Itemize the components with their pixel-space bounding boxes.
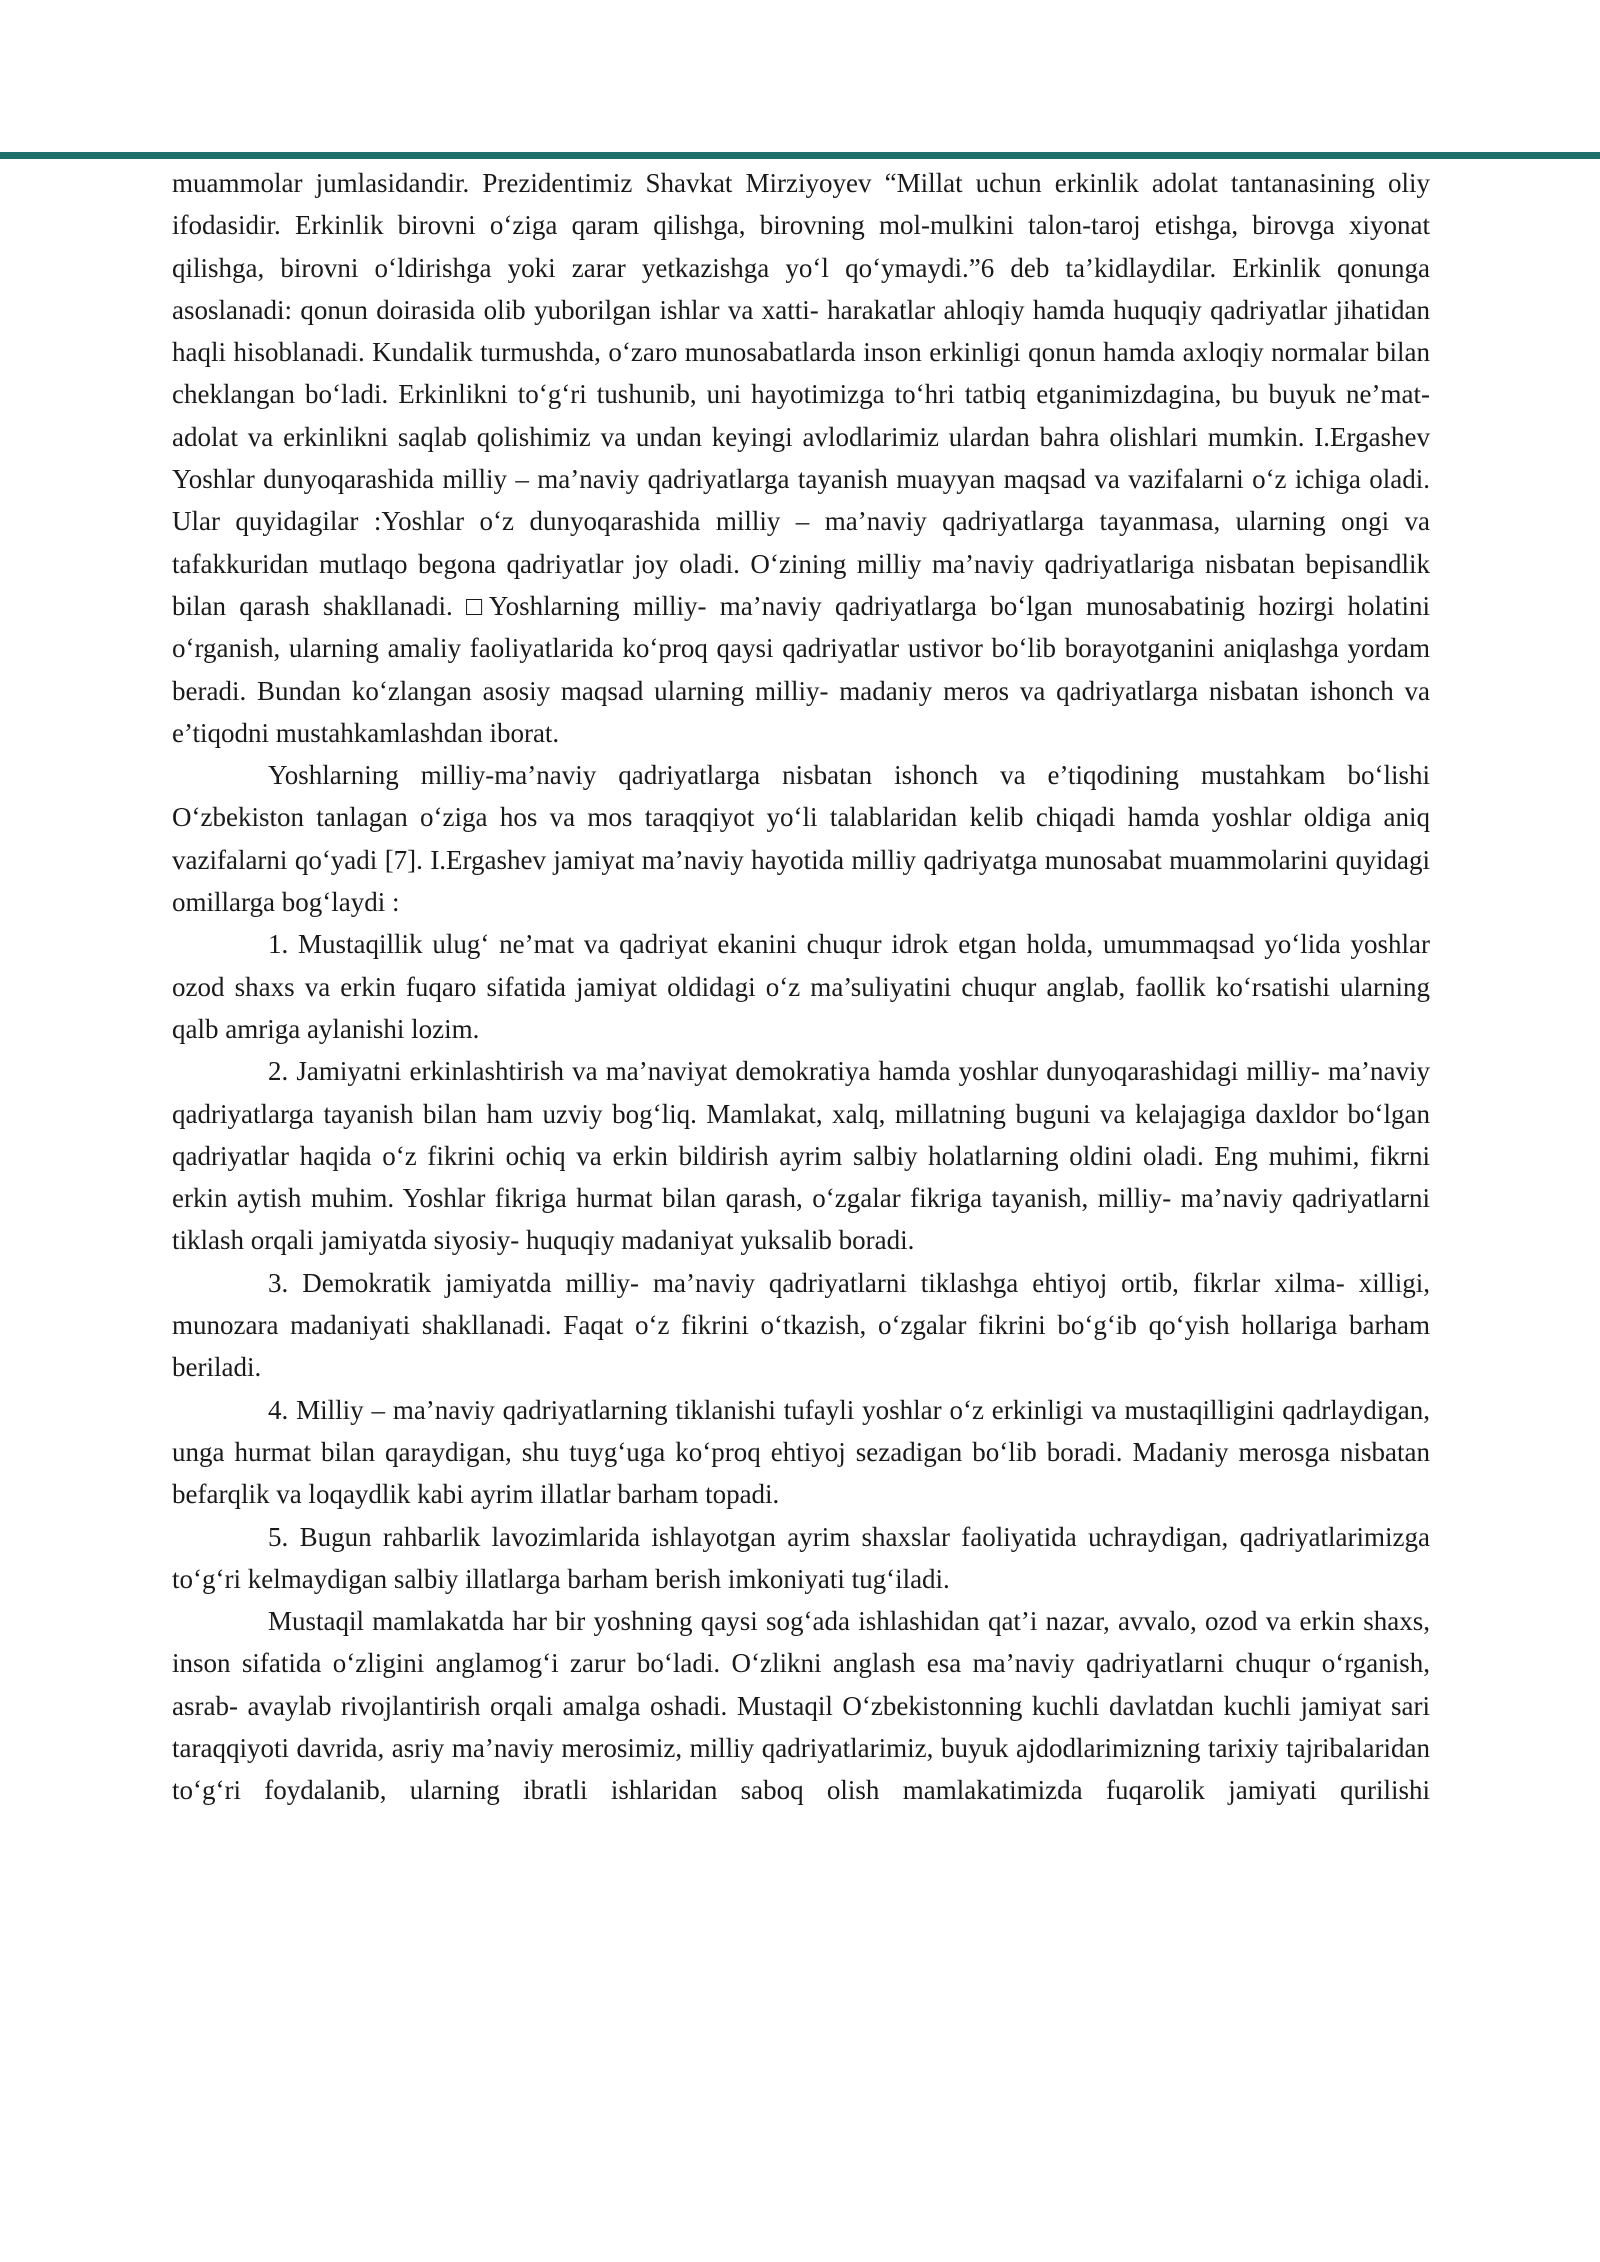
list-item-5: 5. Bugun rahbarlik lavozimlarida ishlayotgan ayrim shaxslar faoliyatida uchraydigan, qadriyatlarimizga to‘g‘ri kelmaydigan salbiy illatlarga barham berish imkoniyati tug‘iladi.: [172, 1521, 1430, 1594]
header-rule: [0, 152, 1600, 159]
paragraph-continuation: muammolar jumlasidandir. Prezidentimiz Shavkat Mirziyoyev “Millat uchun erkinlik adolat tantanasining oliy ifodasidir. Erkinlik birovni o‘ziga qaram qilishga, birovning mol-mulkini talon-taroj etishga, birovga xiyonat qilishga, birovni o‘ldirishga yoki zarar yetkazishga yo‘l qo‘ymaydi.”6 deb ta’kidlaydilar. Erkinlik qonunga asoslanadi: qonun doirasida olib yuborilgan ishlar va xatti- harakatlar ahloqiy hamda huquqiy qadriyatlar jihatidan haqli hisoblanadi. Kundalik turmushda, o‘zaro munosabatlarda inson erkinligi qonun hamda axloqiy normalar bilan cheklangan bo‘ladi. Erkinlikni to‘g‘ri tushunib, uni hayotimizga to‘hri tatbiq etganimizdagina, bu buyuk ne’mat-adolat va erkinlikni saqlab qolishimiz va undan keyingi avlodlarimiz ulardan bahra olishlari mumkin. I.Ergashev Yoshlar dunyoqarashida milliy – ma’naviy qadriyatlarga tayanish muayyan maqsad va vazifalarni o‘z ichiga oladi. Ular quyidagilar :Yoshlar o‘z dunyoqarashida milliy – ma’naviy qadriyatlarga tayanmasa, ularning ongi va tafakkuridan mutlaqo begona qadriyatlar joy oladi. O‘zining milliy ma’naviy qadriyatlariga nisbatan bepisandlik bilan qarash shakllanadi. □Yoshlarning milliy- ma’naviy qadriyatlarga bo‘lgan munosabatinig hozirgi holatini o‘rganish, ularning amaliy faoliyatlarida ko‘proq qaysi qadriyatlar ustivor bo‘lib borayotganini aniqlashga yordam beradi. Bundan ko‘zlangan asosiy maqsad ularning milliy- madaniy meros va qadriyatlarga nisbatan ishonch va e’tiqodni mustahkamlashdan iborat.: [172, 168, 1430, 748]
list-item-3: 3. Demokratik jamiyatda milliy- ma’naviy qadriyatlarni tiklashga ehtiyoj ortib, fikrlar xilma- xilligi, munozara madaniyati shakllanadi. Faqat o‘z fikrini o‘tkazish, o‘zgalar fikrini bo‘g‘ib qo‘yish hollariga barham beriladi.: [172, 1267, 1430, 1383]
paragraph-independent-country: Mustaqil mamlakatda har bir yoshning qaysi sog‘ada ishlashidan qat’i nazar, avvalo, ozod va erkin shaxs, inson sifatida o‘zligini anglamog‘i zarur bo‘ladi. O‘zlikni anglash esa ma’naviy qadriyatlarni chuqur o‘rganish, asrab- avaylab rivojlantirish orqali amalga oshadi. Mustaqil O‘zbekistonning kuchli davlatdan kuchli jamiyat sari taraqqiyoti davrida, asriy ma’naviy merosimiz, milliy qadriyatlarimiz, buyuk ajdodlarimizning tarixiy tajribalaridan to‘g‘ri foydalanib, ularning ibratli ishlaridan saboq olish mamlakatimizda fuqarolik jamiyati qurilishi: [172, 1606, 1430, 1806]
document-body: [172, 162, 1430, 1812]
paragraph-beliefs: Yoshlarning milliy-ma’naviy qadriyatlarga nisbatan ishonch va e’tiqodining mustahkam bo‘lishi O‘zbekiston tanlagan o‘ziga hos va mos taraqqiyot yo‘li talablaridan kelib chiqadi hamda yoshlar oldiga aniq vazifalarni qo‘yadi [7]. I.Ergashev jamiyat ma’naviy hayotida milliy qadriyatga munosabat muammolarini quyidagi omillarga bog‘laydi :: [172, 760, 1430, 918]
list-item-4: 4. Milliy – ma’naviy qadriyatlarning tiklanishi tufayli yoshlar o‘z erkinligi va mustaqilligini qadrlaydigan, unga hurmat bilan qaraydigan, shu tuyg‘uga ko‘proq ehtiyoj sezadigan bo‘lib boradi. Madaniy merosga nisbatan befarqlik va loqaydlik kabi ayrim illatlar barham topadi.: [172, 1394, 1430, 1510]
list-item-1: 1. Mustaqillik ulug‘ ne’mat va qadriyat ekanini chuqur idrok etgan holda, umummaqsad yo‘lida yoshlar ozod shaxs va erkin fuqaro sifatida jamiyat oldidagi o‘z ma’suliyatini chuqur anglab, faollik ko‘rsatishi ularning qalb amriga aylanishi lozim.: [172, 929, 1430, 1044]
list-item-2: 2. Jamiyatni erkinlashtirish va ma’naviyat demokratiya hamda yoshlar dunyoqarashidagi milliy- ma’naviy qadriyatlarga tayanish bilan ham uzviy bog‘liq. Mamlakat, xalq, millatning buguni va kelajagiga daxldor bo‘lgan qadriyatlar haqida o‘z fikrini ochiq va erkin bildirish ayrim salbiy holatlarning oldini oladi. Eng muhimi, fikrni erkin aytish muhim. Yoshlar fikriga hurmat bilan qarash, o‘zgalar fikriga tayanish, milliy- ma’naviy qadriyatlarni tiklash orqali jamiyatda siyosiy- huquqiy madaniyat yuksalib boradi.: [172, 1056, 1430, 1256]
